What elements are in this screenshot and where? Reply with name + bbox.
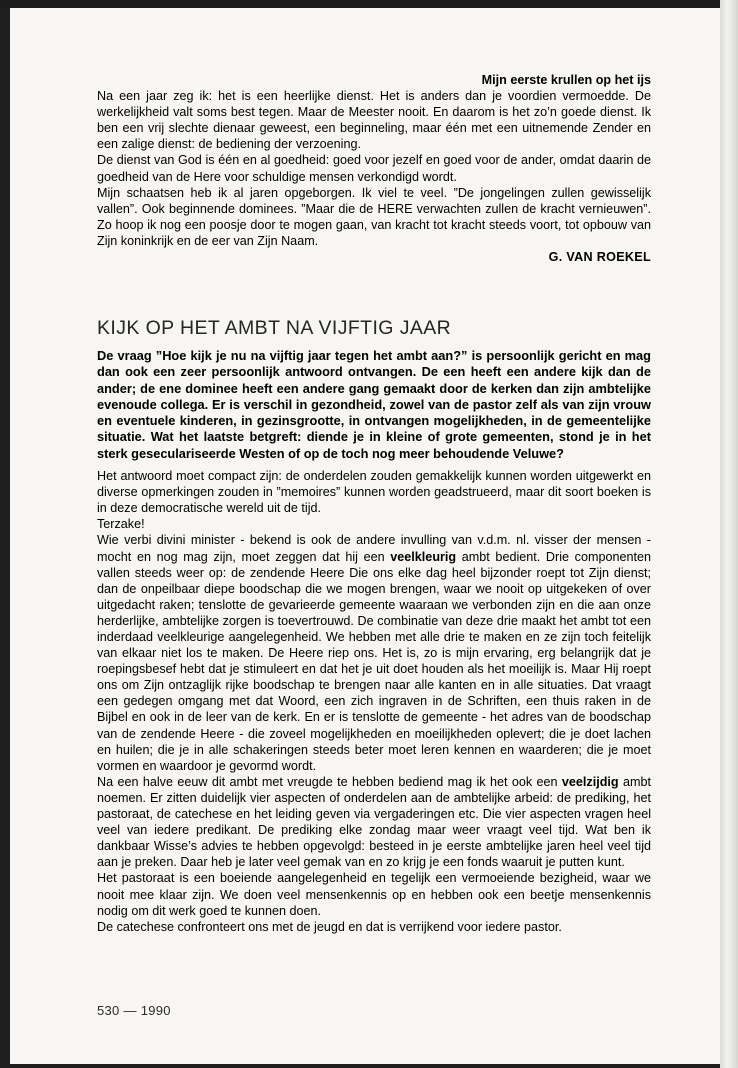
article-two-paragraph: De catechese confronteert ons met de jeugd en dat is verrijkend voor iedere pastor. — [97, 919, 562, 934]
article-two-paragraph: Het antwoord moet compact zijn: de onderdelen zouden gemakkelijk kunnen worden uitgewerkt en diverse opmerkingen zouden in ”memoires” kunnen worden geadstrueerd, maar dit soort boeken is in deze democratische wereld uit de tijd. — [97, 469, 651, 516]
article-one — [97, 72, 651, 265]
article-two-lead: De vraag ”Hoe kijk je nu na vijftig jaar tegen het ambt aan?” is persoonlijk gericht en mag dan ook een zeer persoonlijk antwoord ontvangen. De een heeft een andere kijk dan de ander; de ene dominee heeft een andere gang gemaakt door de kerken dan zijn ambtelijke evenoude collega. Er is verschil in gezondheid, zowel van de pastor zelf als van zijn vrouw en eventuele kinderen, in gezinsgrootte, in ontvangen mogelijkheden, in de gemeentelijke situatie. Wat het laatste betgreft: diende je in kleine of grote gemeenten, stond je in het sterk geseculariseerde Westen of op de toch nog meer behoudende Veluwe? — [97, 348, 651, 461]
text-run: Wie verbi divini minister - bekend is ook de andere invulling van v.d.m. nl. visser der mensen - mocht en nog mag zijn, moet zeggen dat hij een — [97, 533, 651, 564]
article-two-paragraph: Het pastoraat is een boeiende aangelegenheid en tegelijk een vermoeiende bezigheid, waar we nooit mee klaar zijn. We doen veel mensenkennis op en hebben ook een beetje mensenkennis nodig om dit werk goed te kunnen doen. — [97, 871, 651, 918]
text-run: ambt noemen. Er zitten duidelijk vier aspecten of onderdelen aan de ambtelijke arbeid: de prediking, het pastoraat, de catechese en het leiding geven via vergaderingen etc. Die vier aspecten vragen heel veel van iedere predikant. De prediking elke zondag maar weer vraagt veel tijd. Wat ben ik dankbaar Wisse’s advies te hebben opgevolgd: besteed in je eerste ambtelijke jaren heel veel tijd aan je preken. Daar heb je later veel gemak van en zo krijg je een fonds waaruit je putten kunt. — [97, 774, 651, 870]
page-number: 530 — 1990 — [97, 1003, 171, 1018]
emphasis-veelzijdig: veelzijdig — [561, 774, 619, 789]
article-two-paragraph: Terzake! — [97, 517, 145, 532]
article-two-title: KIJK OP HET AMBT NA VIJFTIG JAAR — [97, 317, 452, 339]
article-one-paragraph: Mijn schaatsen heb ik al jaren opgeborgen. Ik viel te veel. ”De jongelingen zullen gewisselijk vallen”. Ook beginnende dominees. ”Maar die de HERE verwachten zullen de kracht vernieuwen”. Zo hoop ik nog een poosje door te mogen gaan, van kracht tot kracht steeds voort, tot opbouw van Zijn koninkrijk en de eer van Zijn Naam. — [97, 185, 651, 248]
scan-top-edge — [0, 0, 738, 8]
text-run: Na een halve eeuw dit ambt met vreugde te hebben bediend mag ik het ook een — [97, 774, 562, 789]
article-two-paragraph — [97, 532, 651, 773]
page-right-edge — [720, 0, 738, 1068]
article-one-paragraph: Na een jaar zeg ik: het is een heerlijke dienst. Het is anders dan je voordien vermoedde. De werkelijkheid valt soms best tegen. Maar de Meester nooit. En daarom is het zo’n goede dienst. Ik ben een vrij slechte dienaar geweest, een beginneling, maar één met een uitnemende Zender en een zalige dienst: de bediening der verzoening. — [97, 89, 651, 152]
article-two — [97, 316, 651, 935]
emphasis-veelkleurig: veelkleurig — [390, 549, 457, 564]
text-run: ambt bedient. Drie componenten vallen steeds weer op: de zendende Heere Die ons elke dag heel bijzonder roept tot Zijn dienst; dan de onpeilbaar diepe boodschap die we mogen brengen, waar we nooit op uitgekeken of over uitgedacht raken; tenslotte de gevarieerde gemeente waaraan we verbonden zijn en die aan onze herderlijke, ambtelijke zorgen is toevertrouwd. De combinatie van deze drie maakt het ambt tot een inderdaad veelkleurige aangelegenheid. We hebben met alle drie te maken en ze zijn toch feitelijk van elkaar niet los te maken. De Heere riep ons. Het is, zo is mijn ervaring, erg belangrijk dat je roepingsbesef hebt dat je stimuleert en dat het je uit doet houden als het moeilijk is. Maar Hij roept ons om Zijn ontzaglijk rijke boodschap te brengen naar alle kanten en in alle situaties. Dat vraagt een gedegen omgang met dat Woord, een zich ingraven in de Schriften, een thuis raken in de Bijbel en ook in de leer van de kerk. En er is tenslotte de gemeente - het adres van de boodschap van de zendende Heere - die zoveel mogelijkheden en moeilijkheden oplevert; die je doet lachen en huilen; die je in alle schakeringen steeds beter moet leren kennen en waarderen; die je moet vormen en waardoor je gevormd wordt. — [97, 549, 651, 773]
article-one-heading: Mijn eerste krullen op het ijs — [481, 73, 651, 87]
article-one-paragraph: De dienst van God is één en al goedheid: goed voor jezelf en goed voor de ander, omdat daarin de goedheid van de Here voor schuldige mensen verkondigd wordt. — [97, 153, 651, 184]
article-one-signature: G. VAN ROEKEL — [548, 250, 651, 265]
article-two-paragraph — [97, 774, 651, 871]
